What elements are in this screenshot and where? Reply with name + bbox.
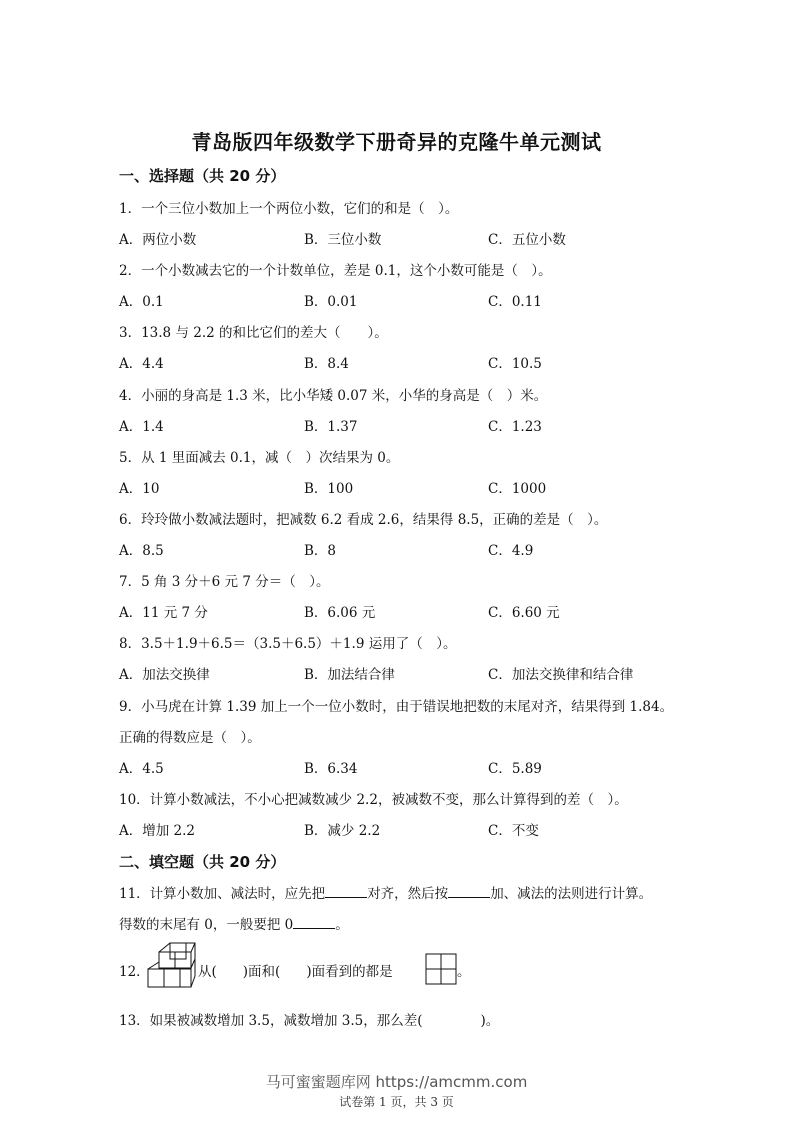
question-1-option-a[interactable]: A．两位小数 [119,232,197,248]
question-4-text: 4．小丽的身高是 1.3 米，比小华矮 0.07 米，小华的身高是（ ）米。 [119,387,548,404]
page-title: 青岛版四年级数学下册奇异的克隆牛单元测试 [191,130,602,154]
question-6-option-b[interactable]: B．8 [304,543,337,559]
question-4-option-a[interactable]: A．1.4 [119,418,164,435]
question-10-option-c[interactable]: C．不变 [488,822,539,839]
section-heading-fill: 二、填空题（共 20 分） [119,853,286,871]
question-8-text: 8．3.5＋1.9＋6.5＝（3.5＋6.5）＋1.9 运用了（ ）。 [119,636,457,653]
question-13 [119,1009,499,1029]
question-10-text: 10．计算小数减法，不小心把减数减少 2.2，被减数不变，那么计算得到的差（ ）。 [119,791,628,808]
page-number: 试卷第 1 页，共 3 页 [339,1095,454,1109]
question-2-option-c[interactable]: C．0.11 [488,294,542,311]
question-12-text [198,960,393,980]
square-grid-figure [425,953,457,985]
question-7-option-a[interactable]: A．11 元 7 分 [119,605,208,622]
question-2-option-a[interactable]: A．0.1 [119,294,164,311]
question-7-text: 7．5 角 3 分＋6 元 7 分＝（ ）。 [119,574,330,591]
question-9-option-b[interactable]: B．6.34 [304,760,358,777]
question-9-text: 9．小马虎在计算 1.39 加上一个一位小数时，由于错误地把数的末尾对齐，结果得到 1.84。 [119,698,674,715]
question-6-option-c[interactable]: C．4.9 [488,543,534,559]
question-12-end: 。 [457,964,471,980]
question-11-text-b: 对齐，然后按 [367,886,449,902]
question-5-option-a[interactable]: A．10 [119,480,160,497]
question-3-option-b[interactable]: B．8.4 [304,356,349,373]
question-7-option-c[interactable]: C．6.60 元 [488,605,560,622]
question-8-option-c[interactable]: C．加法交换律和结合律 [488,667,634,684]
question-9-option-a[interactable]: A．4.5 [119,760,164,777]
question-13-end: )。 [480,1013,500,1029]
question-12-text-c: )面看到的都是 [306,964,393,980]
section-heading-choice: 一、选择题（共 20 分） [119,167,286,185]
question-11-text-c: 加、减法的法则进行计算。 [490,886,653,902]
question-12-text-b: )面和( [242,964,281,980]
question-1-text: 1．一个三位小数加上一个两位小数，它们的和是（ ）。 [119,201,459,217]
question-6-option-a[interactable]: A．8.5 [119,543,164,559]
question-5-text: 5．从 1 里面减去 0.1，减（ ）次结果为 0。 [119,449,400,466]
question-11-text-a: 11．计算小数加、减法时，应先把 [119,886,326,902]
question-4-option-c[interactable]: C．1.23 [488,418,542,435]
question-2-text: 2．一个小数减去它的一个计数单位，差是 0.1，这个小数可能是（ ）。 [119,263,552,280]
question-10-option-a[interactable]: A．增加 2.2 [119,822,196,839]
answer-blank[interactable] [325,885,367,898]
question-11-text-d: 得数的末尾有 0，一般要把 0 [119,917,294,933]
question-1-option-b[interactable]: B．三位小数 [304,232,382,248]
question-11-text-end: 。 [335,917,349,933]
answer-blank[interactable] [293,916,335,929]
question-3-text: 3．13.8 与 2.2 的和比它们的差大（ ）。 [119,325,388,342]
question-9-text-line2: 正确的得数应是（ ）。 [119,729,261,746]
cube-stack-figure [146,942,198,996]
question-11-line2 [119,913,349,933]
question-7-option-b[interactable]: B．6.06 元 [304,605,376,622]
question-6-text: 6．玲玲做小数减法题时，把减数 6.2 看成 2.6，结果得 8.5，正确的差是（ ）。 [119,512,608,528]
question-1-option-c[interactable]: C．五位小数 [488,232,566,248]
question-3-option-a[interactable]: A．4.4 [119,356,164,373]
answer-blank[interactable] [448,885,490,898]
question-13-text: 13．如果被减数增加 3.5，减数增加 3.5，那么差( [119,1013,423,1029]
question-8-option-a[interactable]: A．加法交换律 [119,667,210,684]
question-11 [119,882,652,902]
question-12-text-a: 从( [198,964,217,980]
question-4-option-b[interactable]: B．1.37 [304,418,358,435]
question-8-option-b[interactable]: B．加法结合律 [304,667,395,684]
watermark-url: 马可蜜蜜题库网 https://amcmm.com [265,1073,528,1091]
question-9-option-c[interactable]: C．5.89 [488,760,542,777]
question-5-option-c[interactable]: C．1000 [488,480,547,497]
question-3-option-c[interactable]: C．10.5 [488,356,542,373]
question-12-number: 12． [119,964,150,980]
question-2-option-b[interactable]: B．0.01 [304,294,358,311]
question-5-option-b[interactable]: B．100 [304,480,354,497]
question-10-option-b[interactable]: B．减少 2.2 [304,822,381,839]
